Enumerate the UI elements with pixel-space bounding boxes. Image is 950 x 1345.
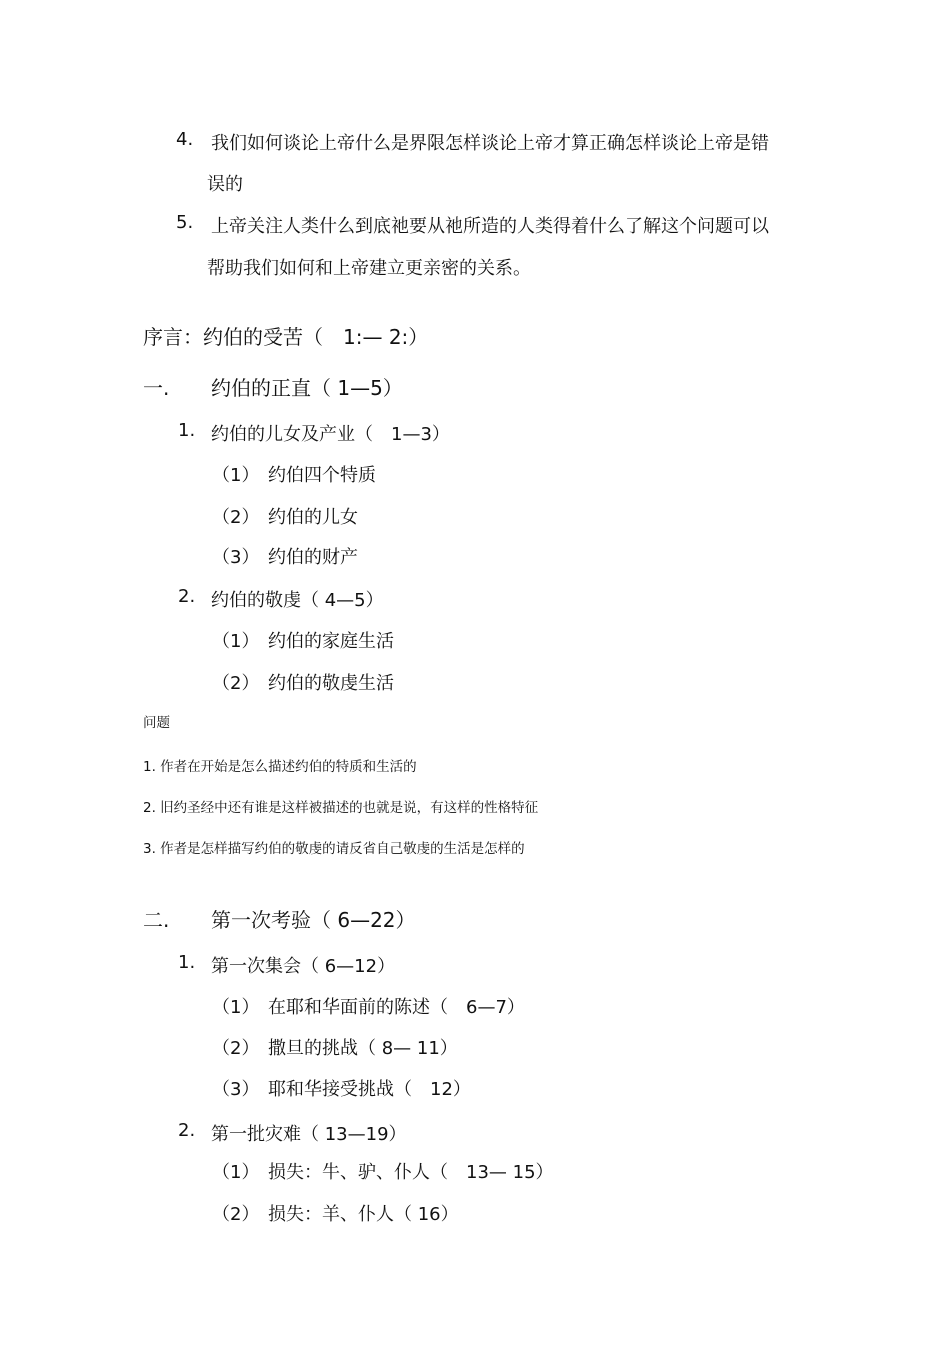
section-1-title: 约伯的正直（ 1—5） [211, 376, 403, 400]
section-2-sub-1-item-3-number: （3） [212, 1079, 260, 1100]
section-2-number: 二. [143, 908, 170, 932]
section-1-sub-2-item-1-text: 约伯的家庭生活 [268, 631, 394, 652]
intro-item-5-number: 5. [176, 212, 194, 233]
question-2: 2. 旧约圣经中还有谁是这样被描述的也就是说，有这样的性格特征 [143, 800, 539, 816]
section-2-sub-1-item-1-number: （1） [212, 997, 260, 1018]
section-1-sub-1-item-2-number: （2） [212, 507, 260, 528]
question-3: 3. 作者是怎样描写约伯的敬虔的请反省自己敬虔的生活是怎样的 [143, 841, 525, 857]
intro-item-5-line1: 上帝关注人类什么到底祂要从祂所造的人类得着什么了解这个问题可以 [211, 216, 769, 237]
section-1-sub-2-number: 2. [178, 586, 196, 607]
intro-item-5-line2: 帮助我们如何和上帝建立更亲密的关系。 [207, 258, 531, 279]
question-1: 1. 作者在开始是怎么描述约伯的特质和生活的 [143, 759, 417, 775]
intro-item-4-line2: 误的 [207, 174, 243, 195]
section-1-sub-1-item-2-text: 约伯的儿女 [268, 507, 358, 528]
questions-heading: 问题 [143, 715, 170, 731]
section-2-sub-2-item-2-number: （2） [212, 1204, 260, 1225]
section-1-sub-2-item-1-number: （1） [212, 631, 260, 652]
section-2-sub-2-item-2-text: 损失：羊、仆人（ 16） [268, 1204, 459, 1225]
section-2-sub-2-title: 第一批灾难（ 13—19） [211, 1124, 407, 1145]
preface-heading: 序言：约伯的受苦（ 1:— 2:） [143, 325, 429, 349]
section-1-sub-1-item-1-text: 约伯四个特质 [268, 465, 376, 486]
intro-item-4-line1: 我们如何谈论上帝什么是界限怎样谈论上帝才算正确怎样谈论上帝是错 [211, 133, 769, 154]
section-1-sub-1-title: 约伯的儿女及产业（ 1—3） [211, 424, 450, 445]
section-1-sub-1-item-3-number: （3） [212, 547, 260, 568]
section-1-sub-2-item-2-text: 约伯的敬虔生活 [268, 673, 394, 694]
section-2-sub-2-number: 2. [178, 1120, 196, 1141]
section-2-sub-1-item-3-text: 耶和华接受挑战（ 12） [268, 1079, 471, 1100]
section-1-sub-2-item-2-number: （2） [212, 673, 260, 694]
section-2-sub-1-title: 第一次集会（ 6—12） [211, 956, 396, 977]
section-2-sub-1-item-1-text: 在耶和华面前的陈述（ 6—7） [268, 997, 525, 1018]
intro-item-4-number: 4. [176, 129, 194, 150]
section-1-sub-1-item-1-number: （1） [212, 465, 260, 486]
section-2-sub-1-item-2-text: 撒旦的挑战（ 8— 11） [268, 1038, 458, 1059]
section-1-sub-1-item-3-text: 约伯的财产 [268, 547, 358, 568]
section-2-sub-2-item-1-number: （1） [212, 1162, 260, 1183]
section-2-sub-1-number: 1. [178, 952, 196, 973]
section-2-sub-1-item-2-number: （2） [212, 1038, 260, 1059]
section-2-sub-2-item-1-text: 损失：牛、驴、仆人（ 13— 15） [268, 1162, 554, 1183]
section-1-sub-1-number: 1. [178, 420, 196, 441]
section-1-sub-2-title: 约伯的敬虔（ 4—5） [211, 590, 384, 611]
section-2-title: 第一次考验（ 6—22） [211, 908, 416, 932]
section-1-number: 一. [143, 376, 170, 400]
